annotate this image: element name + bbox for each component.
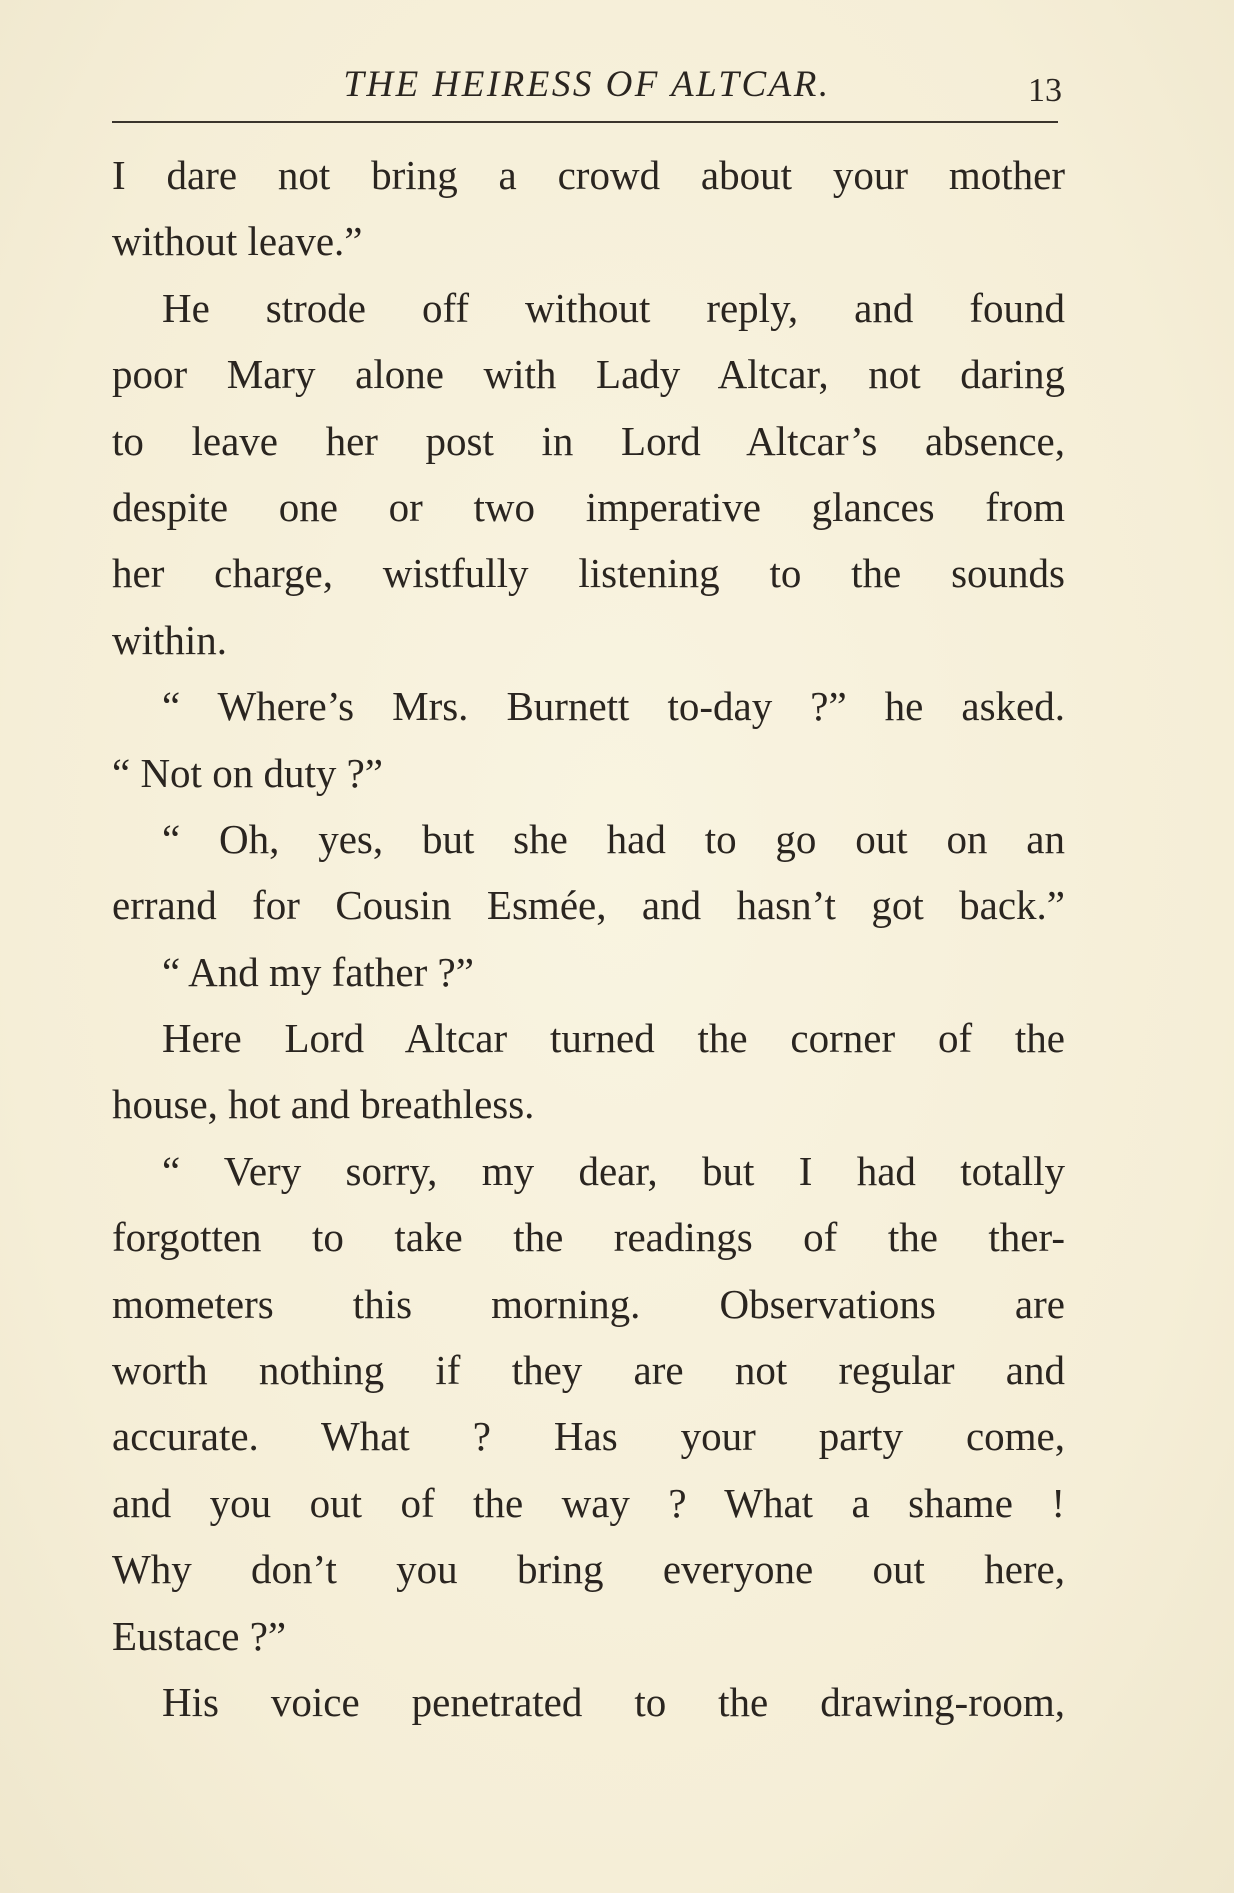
text-line: poor Mary alone with Lady Altcar, not daring — [112, 351, 1065, 398]
running-head — [112, 60, 1062, 110]
text-line: forgotten to take the readings of the ther- — [112, 1214, 1065, 1261]
text-line: worth nothing if they are not regular and — [112, 1347, 1065, 1394]
text-line: and you out of the way ? What a shame ! — [112, 1479, 1065, 1526]
page-number: 13 — [1028, 72, 1062, 109]
text-line: within. — [112, 616, 228, 663]
text-line: despite one or two imperative glances from — [112, 483, 1065, 530]
body-text — [112, 142, 1065, 1735]
text-line: “ Very sorry, my dear, but I had totally — [162, 1147, 1065, 1194]
header-rule — [112, 121, 1058, 123]
text-line: His voice penetrated to the drawing-room, — [162, 1678, 1065, 1725]
text-line: Why don’t you bring everyone out here, — [112, 1546, 1065, 1593]
text-line: “ Oh, yes, but she had to go out on an — [162, 815, 1065, 862]
text-line: “ Not on duty ?” — [112, 749, 383, 796]
text-line: her charge, wistfully listening to the sounds — [112, 550, 1065, 597]
running-title: THE HEIRESS OF ALTCAR. — [343, 64, 831, 105]
text-line: “ Where’s Mrs. Burnett to-day ?” he asked. — [162, 683, 1065, 730]
text-line: without leave.” — [112, 218, 363, 265]
text-line: accurate. What ? Has your party come, — [112, 1413, 1065, 1460]
text-line: errand for Cousin Esmée, and hasn’t got back.” — [112, 882, 1065, 929]
text-line: He strode off without reply, and found — [162, 284, 1065, 331]
text-line: Here Lord Altcar turned the corner of the — [162, 1015, 1065, 1062]
text-line: I dare not bring a crowd about your mother — [112, 152, 1065, 198]
text-line: mometers this morning. Observations are — [112, 1280, 1065, 1327]
text-line: to leave her post in Lord Altcar’s absence, — [112, 417, 1065, 464]
text-line: Eustace ?” — [112, 1612, 287, 1659]
text-line: “ And my father ?” — [162, 948, 474, 995]
text-line: house, hot and breathless. — [112, 1081, 535, 1128]
